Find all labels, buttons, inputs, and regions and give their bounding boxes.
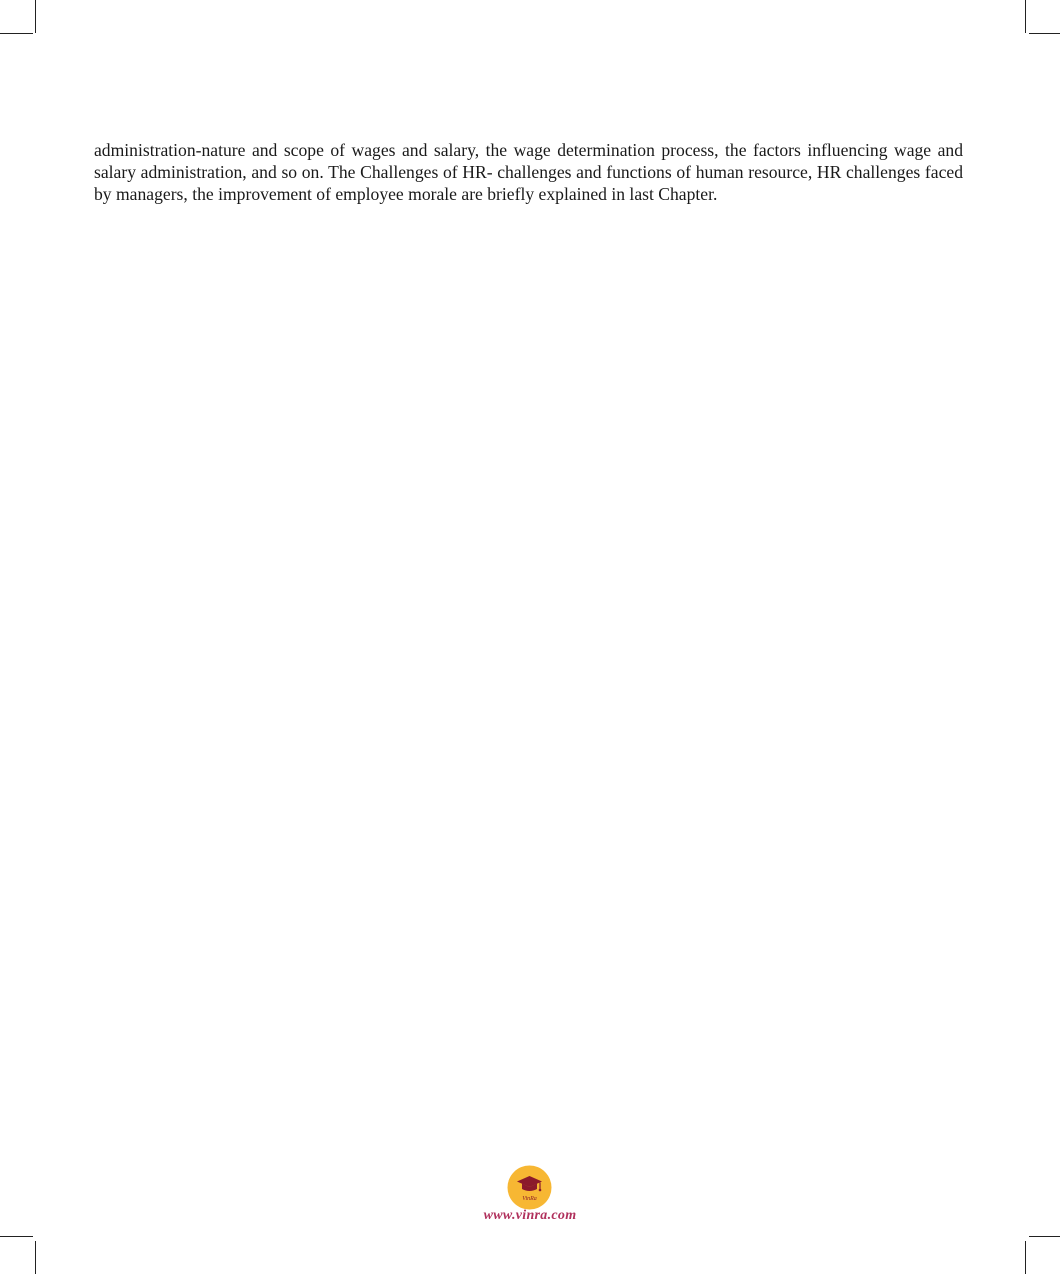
graduation-cap-icon xyxy=(507,1165,552,1210)
crop-mark-top-right-vertical xyxy=(1025,0,1026,33)
crop-mark-bottom-right-vertical xyxy=(1025,1241,1026,1274)
crop-mark-bottom-right-horizontal xyxy=(1029,1236,1060,1237)
body-paragraph: administration-nature and scope of wages and salary, the wage determination process, the factors influencing wage and salary administration, and so on. The Challenges of HR- challenges and functions of human resource, HR challenges faced by managers, the improvement of employee morale are briefly explained in last Chapter. xyxy=(94,140,963,204)
crop-mark-top-left-vertical xyxy=(35,0,36,33)
crop-mark-top-right-horizontal xyxy=(1029,33,1060,34)
svg-text:VinRa: VinRa xyxy=(522,1196,537,1202)
crop-mark-bottom-left-vertical xyxy=(35,1241,36,1274)
website-url: www.vinra.com xyxy=(483,1208,577,1223)
vinra-logo xyxy=(507,1165,552,1210)
crop-mark-top-left-horizontal xyxy=(0,33,33,34)
crop-mark-bottom-left-horizontal xyxy=(0,1236,33,1237)
